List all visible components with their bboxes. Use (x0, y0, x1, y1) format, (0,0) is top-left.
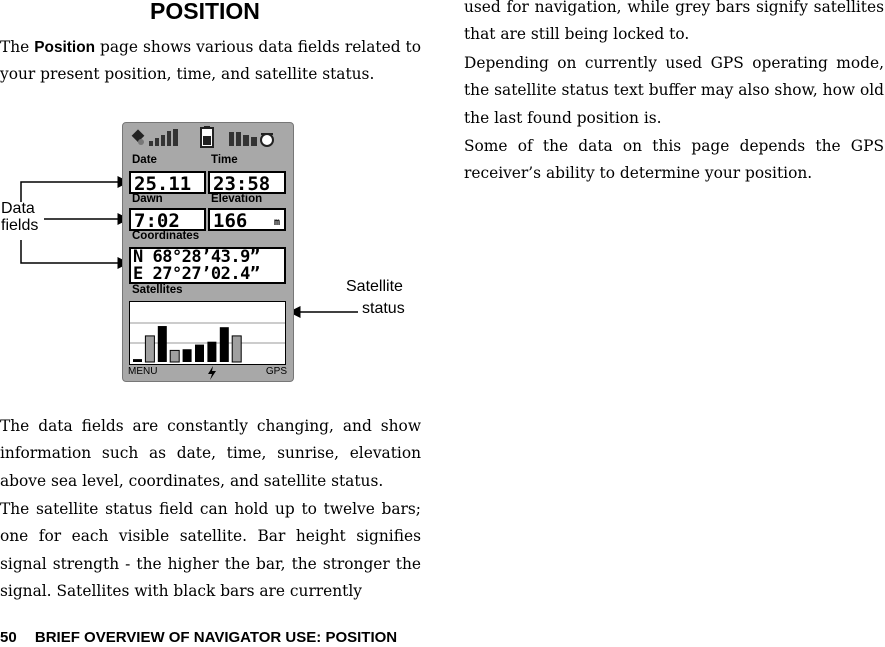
elevation-label: Elevation (211, 193, 263, 205)
satellite-status-callout-line1: Satellite (346, 278, 403, 295)
page-number: 50 (0, 629, 17, 646)
satellite-bar (195, 345, 204, 362)
compass-icon (261, 134, 273, 146)
longitude-value: E 27°27’02.4” (133, 264, 260, 284)
navigator-screen (122, 122, 294, 382)
date-label: Date (132, 154, 157, 166)
coordinates-field (129, 247, 286, 284)
satellite-bar (145, 336, 154, 362)
signal-strength-icon (149, 129, 178, 146)
status-icons-row (125, 125, 291, 151)
satellite-bar (207, 342, 216, 362)
arrow-to-date-field (21, 182, 128, 202)
intro-paragraph: The Position page shows various data fields related to your present position, time, and satellite status. (0, 38, 421, 84)
coordinates-label: Coordinates (132, 230, 200, 242)
satellite-bar (183, 349, 192, 362)
time-label: Time (211, 154, 238, 166)
data-fields-callout-line1: Data (1, 200, 35, 217)
elevation-field: 166 m (208, 208, 286, 231)
page-footer (0, 629, 397, 646)
battery-icon (201, 126, 213, 147)
satellite-status-paragraph: The satellite status field can hold up to twelve bars; one for each visible satellite. Bar height signifies signal strength - the higher the bar, the stronger the signal. Satellites with black bars are currently (0, 500, 421, 600)
satellite-bar (170, 350, 179, 362)
continued-paragraph: used for navigation, while grey bars signify satellites that are still being locked to. (464, 0, 884, 44)
satellite-bar-chart (130, 302, 285, 364)
data-fields-paragraph: The data fields are constantly changing, and show information such as date, time, sunrise, elevation above sea level, coordinates, and satellite status. (0, 417, 421, 490)
power-icon (207, 366, 217, 380)
satellite-bar (232, 336, 241, 362)
gps-dependency-paragraph: Some of the data on this page depends the GPS receiver’s ability to determine your position. (464, 137, 884, 183)
satellite-bar (158, 326, 167, 362)
dawn-label: Dawn (132, 193, 163, 205)
elevation-unit: m (273, 217, 280, 228)
satellite-status-field (129, 301, 286, 365)
satellite-bar (220, 327, 229, 362)
satellites-label: Satellites (132, 284, 183, 296)
data-fields-callout-line2: fields (1, 217, 39, 234)
time-field: 23:58 (208, 171, 286, 194)
page-heading: POSITION (150, 0, 260, 24)
satellite-status-callout-line2: status (362, 300, 405, 317)
satellite-icon (132, 129, 145, 145)
gps-mode-paragraph: Depending on currently used GPS operating mode, the satellite status text buffer may also show, how old the last found position is. (464, 54, 884, 127)
section-title: BRIEF OVERVIEW OF NAVIGATOR USE: POSITION (34, 629, 398, 646)
dawn-field: 7:02 (129, 208, 206, 231)
bars-icon (229, 132, 257, 146)
gps-softkey: GPS (265, 366, 287, 377)
position-term: Position (34, 39, 96, 56)
satellite-bar (133, 359, 142, 362)
menu-softkey: MENU (128, 366, 158, 377)
arrow-to-coordinates-field (21, 240, 128, 263)
latitude-value: N 68°28’43.9” (133, 247, 260, 267)
date-field: 25.11 (129, 171, 206, 194)
